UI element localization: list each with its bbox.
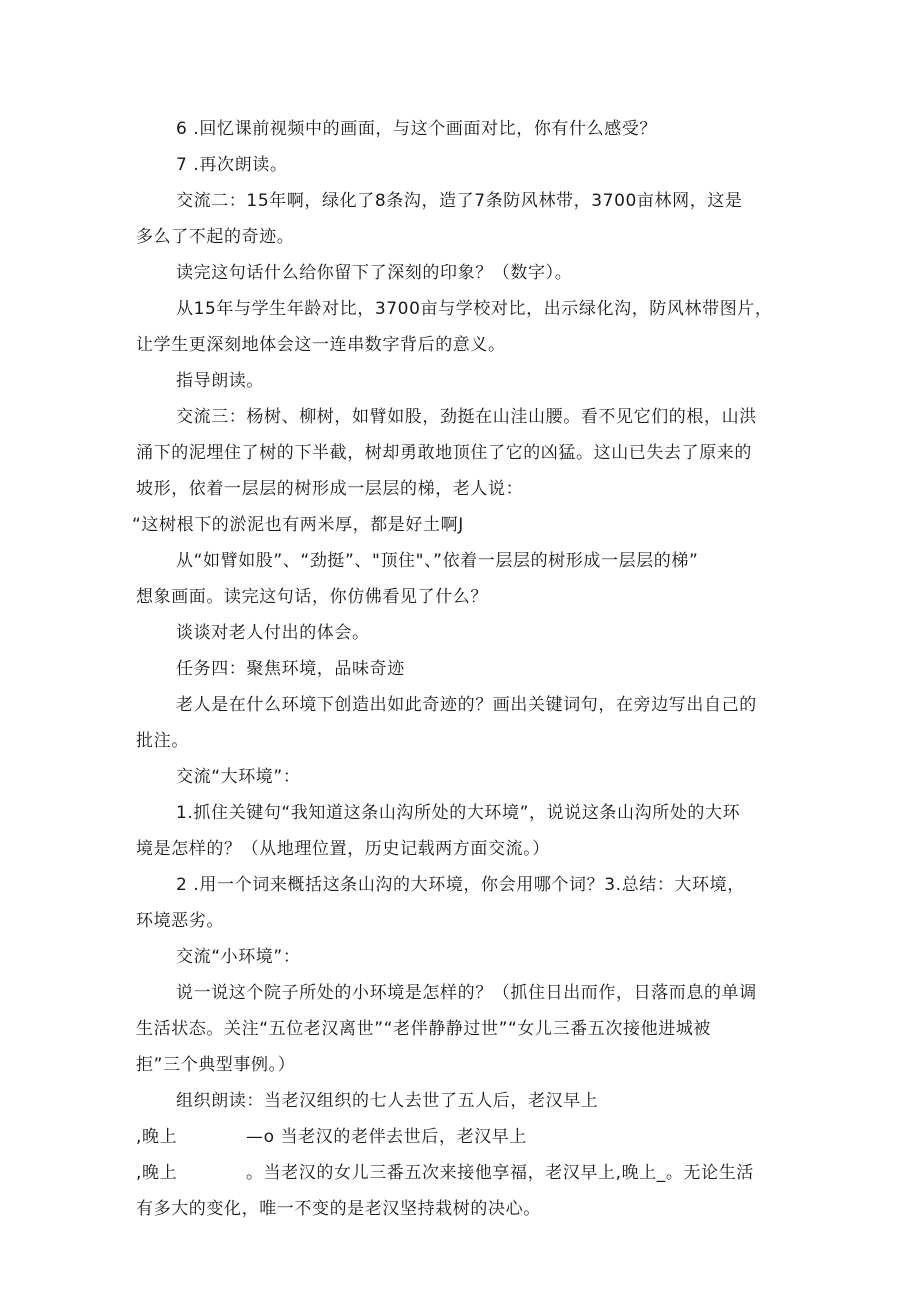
- paragraph-line: 有多大的变化，唯一不变的是老汉坚持栽树的决心。: [136, 1199, 541, 1219]
- paragraph-line: 1.抓住关键句“我知道这条山沟所处的大环境”，说说这条山沟所处的大环: [176, 803, 741, 823]
- paragraph-line: 交流“大环境”：: [176, 767, 301, 787]
- paragraph-line: 拒”三个典型事例。）: [136, 1055, 296, 1075]
- section-heading: 任务四：聚焦环境，品味奇迹: [176, 659, 405, 679]
- paragraph-line: 让学生更深刻地体会这一连串数字背后的意义。: [136, 335, 506, 355]
- paragraph-line: 2 .用一个词来概括这条山沟的大环境，你会用哪个词？3.总结：大环境，: [176, 875, 745, 895]
- paragraph-line: 境是怎样的？（从地理位置，历史记载两方面交流。）: [136, 839, 550, 859]
- paragraph-line: 环境恶劣。: [136, 911, 224, 931]
- paragraph-line: 交流“小环境”：: [176, 947, 301, 967]
- paragraph-line: 谈谈对老人付出的体会。: [176, 623, 370, 643]
- paragraph-line: 说一说这个院子所处的小环境是怎样的？（抓住日出而作，日落而息的单调: [176, 983, 757, 1003]
- paragraph-line: 从15年与学生年龄对比，3700亩与学校对比，出示绿化沟，防风林带图片，: [176, 299, 773, 319]
- paragraph-line: 。当老汉的女儿三番五次来接他享福，老汉早上,晚上_。无论生活: [246, 1163, 754, 1183]
- paragraph-line: 批注。: [136, 731, 189, 751]
- fill-blank-fragment: —o 当老汉的老伴去世后，老汉早上: [246, 1127, 528, 1147]
- quote-line: “这树根下的淤泥也有两米厚，都是好土啊J: [132, 515, 464, 535]
- list-item-7: 7 .再次朗读。: [176, 155, 288, 175]
- paragraph-line: 老人是在什么环境下创造出如此奇迹的？画出关键词句，在旁边写出自己的: [176, 695, 757, 715]
- paragraph-line: 生活状态。关注“五位老汉离世”“老伴静静过世”“女儿三番五次接他进城被: [136, 1019, 712, 1039]
- fill-blank-fragment: ,晚上: [136, 1127, 178, 1147]
- paragraph-line: 多么了不起的奇迹。: [136, 227, 295, 247]
- paragraph-line: 读完这句话什么给你留下了深刻的印象？（数字）。: [176, 263, 573, 283]
- paragraph-line: 组织朗读：当老汉组织的七人去世了五人后，老汉早上: [176, 1091, 599, 1111]
- paragraph-line: 交流三：杨树、柳树，如臂如股，劲挺在山洼山腰。看不见它们的根，山洪: [176, 407, 757, 427]
- paragraph-line: 想象画面。读完这句话，你仿佛看见了什么？: [136, 587, 488, 607]
- paragraph-line: 指导朗读。: [176, 371, 264, 391]
- list-item-6: 6 .回忆课前视频中的画面，与这个画面对比，你有什么感受？: [176, 119, 658, 139]
- paragraph-line: 从“如臂如股”、“劲挺”、"顶住"、”依着一层层的树形成一层层的梯”: [176, 551, 699, 571]
- fill-blank-fragment: ,晚上: [136, 1163, 178, 1183]
- paragraph-line: 交流二：15年啊，绿化了8条沟，造了7条防风林带，3700亩林网，这是: [176, 191, 743, 211]
- paragraph-line: 坡形，依着一层层的树形成一层层的梯，老人说：: [136, 479, 524, 499]
- paragraph-line: 涌下的泥埋住了树的下半截，树却勇敢地顶住了它的凶猛。这山已失去了原来的: [136, 443, 752, 463]
